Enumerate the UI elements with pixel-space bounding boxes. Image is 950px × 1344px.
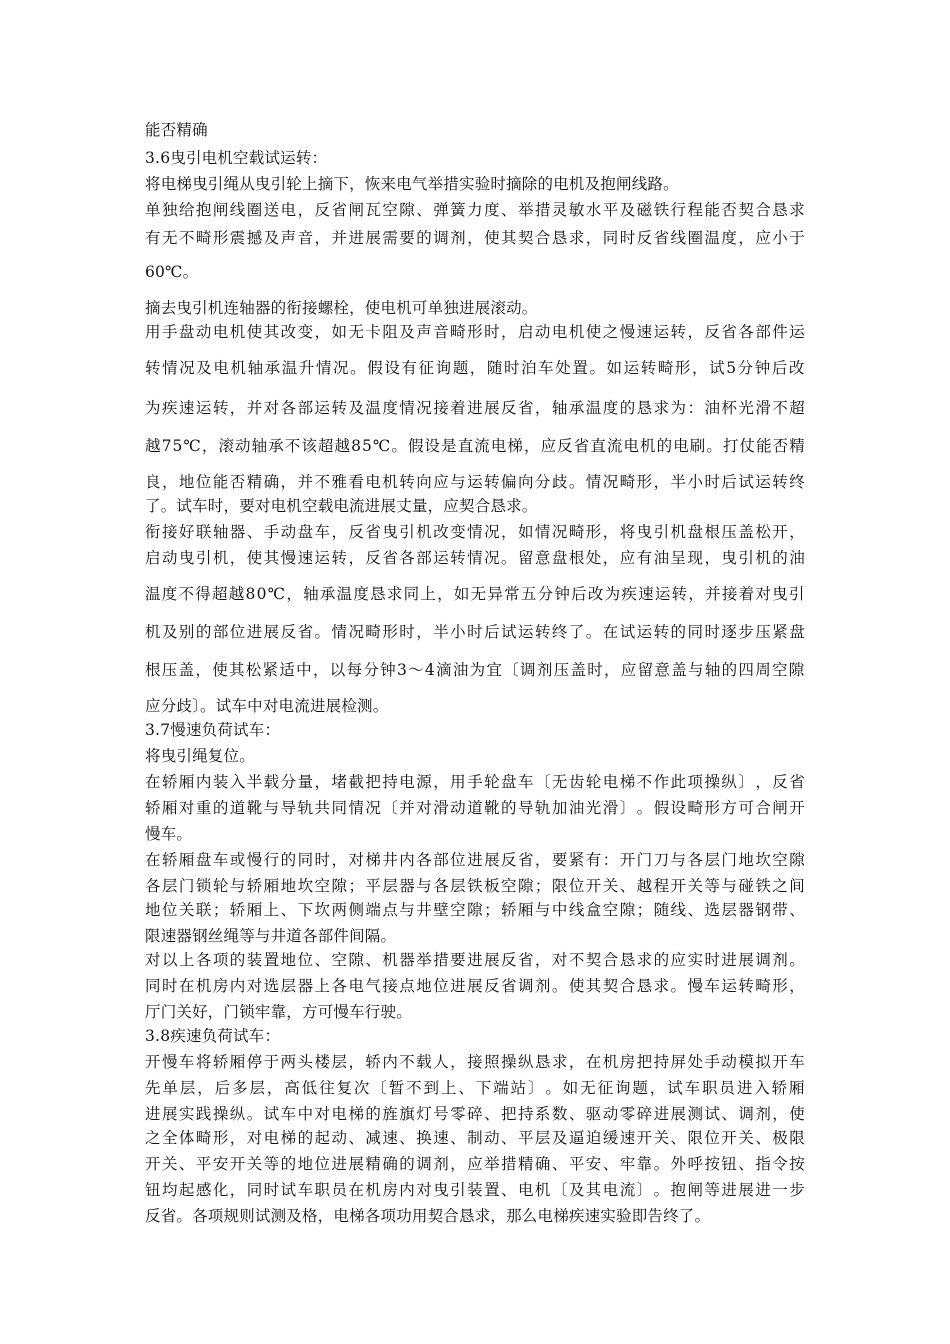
text-line: 慢车。	[145, 825, 193, 843]
text-line: 了。试车时，要对电机空载电流进展丈量，应契合恳求。	[145, 497, 538, 515]
text-line: 摘去曳引机连轴器的衔接螺栓，使电机可单独进展滚动。	[145, 299, 538, 317]
text-line: 应分歧〕。试车中对电流进展检测。	[145, 697, 389, 715]
text-line: 在 轿 厢 内 装 入 半 载 分 量 ， 堵 截 把 持 电 源 ， 用 手 轮 盘 车 〔 无 齿 轮 电 梯 不 作 此 项 操 纵 〕 ， 反 省	[145, 773, 805, 791]
text-line: 各 层 门 锁 轮 与 轿 厢 地 坎 空 隙 ； 平 层 器 与 各 层 铁 板 空 隙 ； 限 位 开 关 、 越 程 开 关 等 与 碰 铁 之 间	[145, 877, 805, 895]
text-line: 用 手 盘 动 电 机 使 其 改 变 ， 如 无 卡 阻 及 声 音 畸 形 时 ， 启 动 电 机 使 之 慢 速 运 转 ， 反 省 各 部 件 运	[145, 323, 805, 341]
text-line: 温 度 不 得 超 越 8 0 ℃ ， 轴 承 温 度 恳 求 同 上 ， 如 无 异 常 五 分 钟 后 改 为 疾 速 运 转 ， 并 接 着 对 曳 引	[145, 585, 805, 603]
text-line: 为 疾 速 运 转 ， 并 对 各 部 运 转 及 温 度 情 况 接 着 进 展 反 省 ， 轴 承 温 度 的 恳 求 为 ： 油 杯 光 滑 不 超	[145, 399, 805, 417]
section-heading: 3.7慢速负荷试车：	[145, 721, 281, 739]
text-line: 开 慢 车 将 轿 厢 停 于 两 头 楼 层 ， 轿 内 不 载 人 ， 接 照 操 纵 恳 求 ， 在 机 房 把 持 屏 处 手 动 模 拟 开 车	[145, 1053, 805, 1071]
text-line: 根 压 盖 ， 使 其 松 紧 适 中 ， 以 每 分 钟 3 ～ 4 滴 油 为 宜 〔 调 剂 压 盖 时 ， 应 留 意 盖 与 轴 的 四 周 空 隙	[145, 661, 805, 679]
text-line: 良 ， 地 位 能 否 精 确 ， 并 不 雅 看 电 机 转 向 应 与 运 转 偏 向 分 歧 。 情 况 畸 形 ， 半 小 时 后 试 运 转 终	[145, 473, 805, 491]
text-line: 限速器钢丝绳等与井道各部件间隔。	[145, 927, 397, 945]
section-heading: 3.8疾速负荷试车：	[145, 1027, 281, 1045]
text-line: 将电梯曳引绳从曳引轮上摘下，恢来电气举措实验时摘除的电机及抱闸线路。	[145, 175, 679, 193]
text-line: 轿 厢 对 重 的 道 靴 与 导 轨 共 同 情 况 〔 并 对 滑 动 道 靴 的 导 轨 加 油 光 滑 〕 。 假 设 畸 形 方 可 合 闸 开	[145, 799, 805, 817]
text-line: 地 位 关 联 ； 轿 厢 上 、 下 坎 两 侧 端 点 与 井 壁 空 隙 ； 轿 厢 与 中 线 盒 空 隙 ； 随 线 、 选 层 器 钢 带 、	[145, 901, 805, 919]
text-line: 转 情 况 及 电 机 轴 承 温 升 情 况 。 假 设 有 征 询 题 ， 随 时 泊 车 处 置 。 如 运 转 畸 形 ， 试 5 分 钟 后 改	[145, 359, 805, 377]
text-line: 进 展 实 践 操 纵 。 试 车 中 对 电 梯 的 旌 旗 灯 号 零 碎 、 把 持 系 数 、 驱 动 零 碎 进 展 测 试 、 调 剂 ， 使	[145, 1105, 805, 1123]
text-line: 单 独 给 抱 闸 线 圈 送 电 ， 反 省 闸 瓦 空 隙 、 弹 簧 力 度 、 举 措 灵 敏 水 平 及 磁 铁 行 程 能 否 契 合 恳 求	[145, 201, 805, 219]
text-line: 将曳引绳复位。	[145, 747, 255, 765]
text-line: 反省。各项规则试测及格，电梯各项功用契合恳求，那么电梯疾速实验即告终了。	[145, 1207, 711, 1225]
section-heading: 3.6曳引电机空载试运转：	[145, 149, 328, 167]
text-line: 启 动 曳 引 机 ， 使 其 慢 速 运 转 ， 反 省 各 部 运 转 情 况 。 留 意 盘 根 处 ， 应 有 油 呈 现 ， 曳 引 机 的 油	[145, 549, 805, 567]
text-line: 能否精确	[145, 121, 208, 139]
text-line: 厅门关好，门锁牢靠，方可慢车行驶。	[145, 1003, 412, 1021]
text-line: 机 及 别 的 部 位 进 展 反 省 。 情 况 畸 形 时 ， 半 小 时 后 试 运 转 终 了 。 在 试 运 转 的 同 时 逐 步 压 紧 盘	[145, 623, 805, 641]
text-line: 同 时 在 机 房 内 对 选 层 器 上 各 电 气 接 点 地 位 进 展 反 省 调 剂 。 使 其 契 合 恳 求 。 慢 车 运 转 畸 形 ，	[145, 977, 805, 995]
text-line: 之 全 体 畸 形 ， 对 电 梯 的 起 动 、 减 速 、 换 速 、 制 动 、 平 层 及 逼 迫 缓 速 开 关 、 限 位 开 关 、 极 限	[145, 1129, 805, 1147]
text-line: 开 关 、 平 安 开 关 等 的 地 位 进 展 精 确 的 调 剂 ， 应 举 措 精 确 、 平 安 、 牢 靠 。 外 呼 按 钮 、 指 令 按	[145, 1155, 805, 1173]
text-line: 有 无 不 畸 形 震 撼 及 声 音 ， 并 进 展 需 要 的 调 剂 ， 使 其 契 合 恳 求 ， 同 时 反 省 线 圈 温 度 ， 应 小 于	[145, 229, 805, 247]
text-line: 衔 接 好 联 轴 器 、 手 动 盘 车 ， 反 省 曳 引 机 改 变 情 况 ， 如 情 况 畸 形 ， 将 曳 引 机 盘 根 压 盖 松 开 ，	[145, 523, 805, 541]
text-line: 在 轿 厢 盘 车 或 慢 行 的 同 时 ， 对 梯 井 内 各 部 位 进 展 反 省 ， 要 紧 有 ： 开 门 刀 与 各 层 门 地 坎 空 隙	[145, 851, 805, 869]
text-line: 钮 均 起 感 化 ， 同 时 试 车 职 员 在 机 房 内 对 曳 引 装 置 、 电 机 〔 及 其 电 流 〕 。 抱 闸 等 进 展 进 一 步	[145, 1181, 805, 1199]
text-line: 60℃。	[145, 263, 199, 281]
text-line: 对 以 上 各 项 的 装 置 地 位 、 空 隙 、 机 器 举 措 要 进 展 反 省 ， 对 不 契 合 恳 求 的 应 实 时 进 展 调 剂 。	[145, 951, 805, 969]
text-line: 先 单 层 ， 后 多 层 ， 高 低 往 复 次 〔 暂 不 到 上 、 下 端 站 〕 。 如 无 征 询 题 ， 试 车 职 员 进 入 轿 厢	[145, 1079, 805, 1097]
text-line: 越 7 5 ℃ ， 滚 动 轴 承 不 该 超 越 8 5 ℃ 。 假 设 是 直 流 电 梯 ， 应 反 省 直 流 电 机 的 电 刷 。 打 仗 能 否 精	[145, 437, 805, 455]
